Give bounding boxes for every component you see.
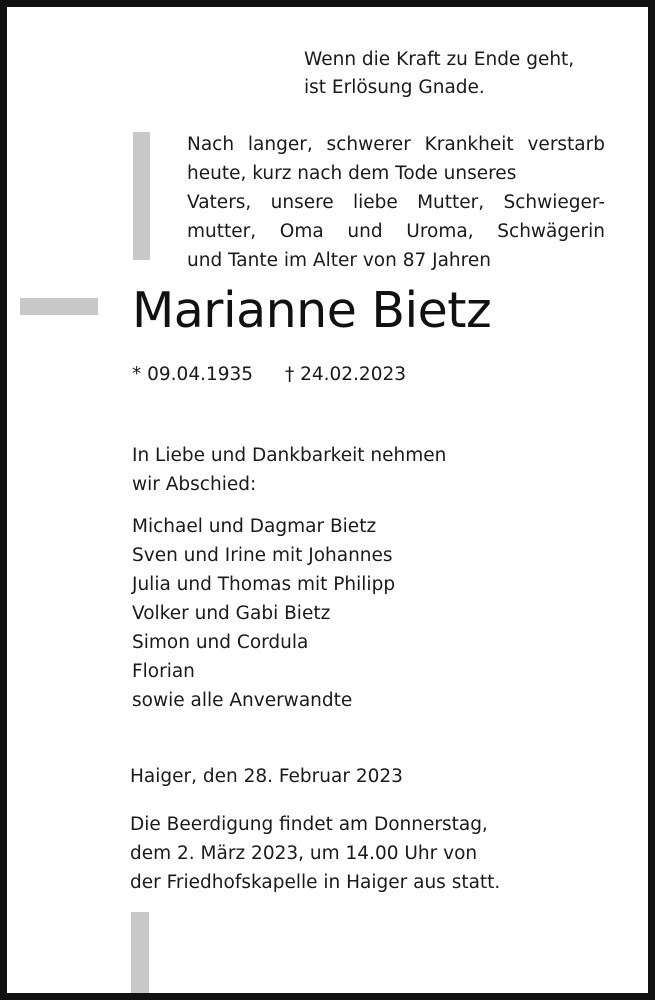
cross-vertical-top bbox=[133, 132, 150, 260]
cross-vertical-bottom bbox=[131, 912, 149, 993]
funeral-line: der Friedhofskapelle in Haiger aus statt. bbox=[130, 872, 501, 893]
farewell-text bbox=[132, 441, 446, 499]
mourner-item: Volker und Gabi Bietz bbox=[132, 603, 331, 624]
farewell-line: wir Abschied: bbox=[132, 474, 257, 495]
motto-line: ist Erlösung Gnade. bbox=[304, 77, 485, 98]
funeral-line: dem 2. März 2023, um 14.00 Uhr von bbox=[130, 843, 478, 864]
life-dates bbox=[132, 364, 406, 385]
intro-text bbox=[187, 130, 605, 275]
intro-line: und Tante im Alter von 87 Jahren bbox=[187, 250, 491, 271]
funeral-info bbox=[130, 810, 500, 897]
place-date bbox=[130, 762, 403, 791]
birth-date: * 09.04.1935 bbox=[132, 364, 254, 385]
motto bbox=[304, 46, 624, 102]
intro-line: heute, kurz nach dem Tode unseres bbox=[187, 163, 517, 184]
mourners-list bbox=[132, 512, 395, 715]
intro-line: Nach langer, schwerer Krankheit verstarb bbox=[187, 134, 605, 155]
motto-line: Wenn die Kraft zu Ende geht, bbox=[304, 49, 575, 70]
mourner-item: Florian bbox=[132, 661, 195, 682]
farewell-line: In Liebe und Dankbarkeit nehmen bbox=[132, 445, 447, 466]
mourner-item: Julia und Thomas mit Philipp bbox=[132, 574, 396, 595]
mourner-item: Sven und Irine mit Johannes bbox=[132, 545, 393, 566]
cross-horizontal bbox=[20, 298, 98, 315]
mourner-item: Simon und Cordula bbox=[132, 632, 309, 653]
deceased-name: Marianne Bietz bbox=[132, 282, 492, 339]
funeral-line: Die Beerdigung findet am Donnerstag, bbox=[130, 814, 488, 835]
intro-line: mutter, Oma und Uroma, Schwägerin bbox=[187, 221, 605, 242]
intro-line: Vaters, unsere liebe Mutter, Schwieger- bbox=[187, 192, 605, 213]
mourner-item: Michael und Dagmar Bietz bbox=[132, 516, 377, 537]
death-date: † 24.02.2023 bbox=[284, 364, 407, 385]
place-date-line: Haiger, den 28. Februar 2023 bbox=[130, 766, 403, 787]
mourner-item: sowie alle Anverwandte bbox=[132, 690, 353, 711]
